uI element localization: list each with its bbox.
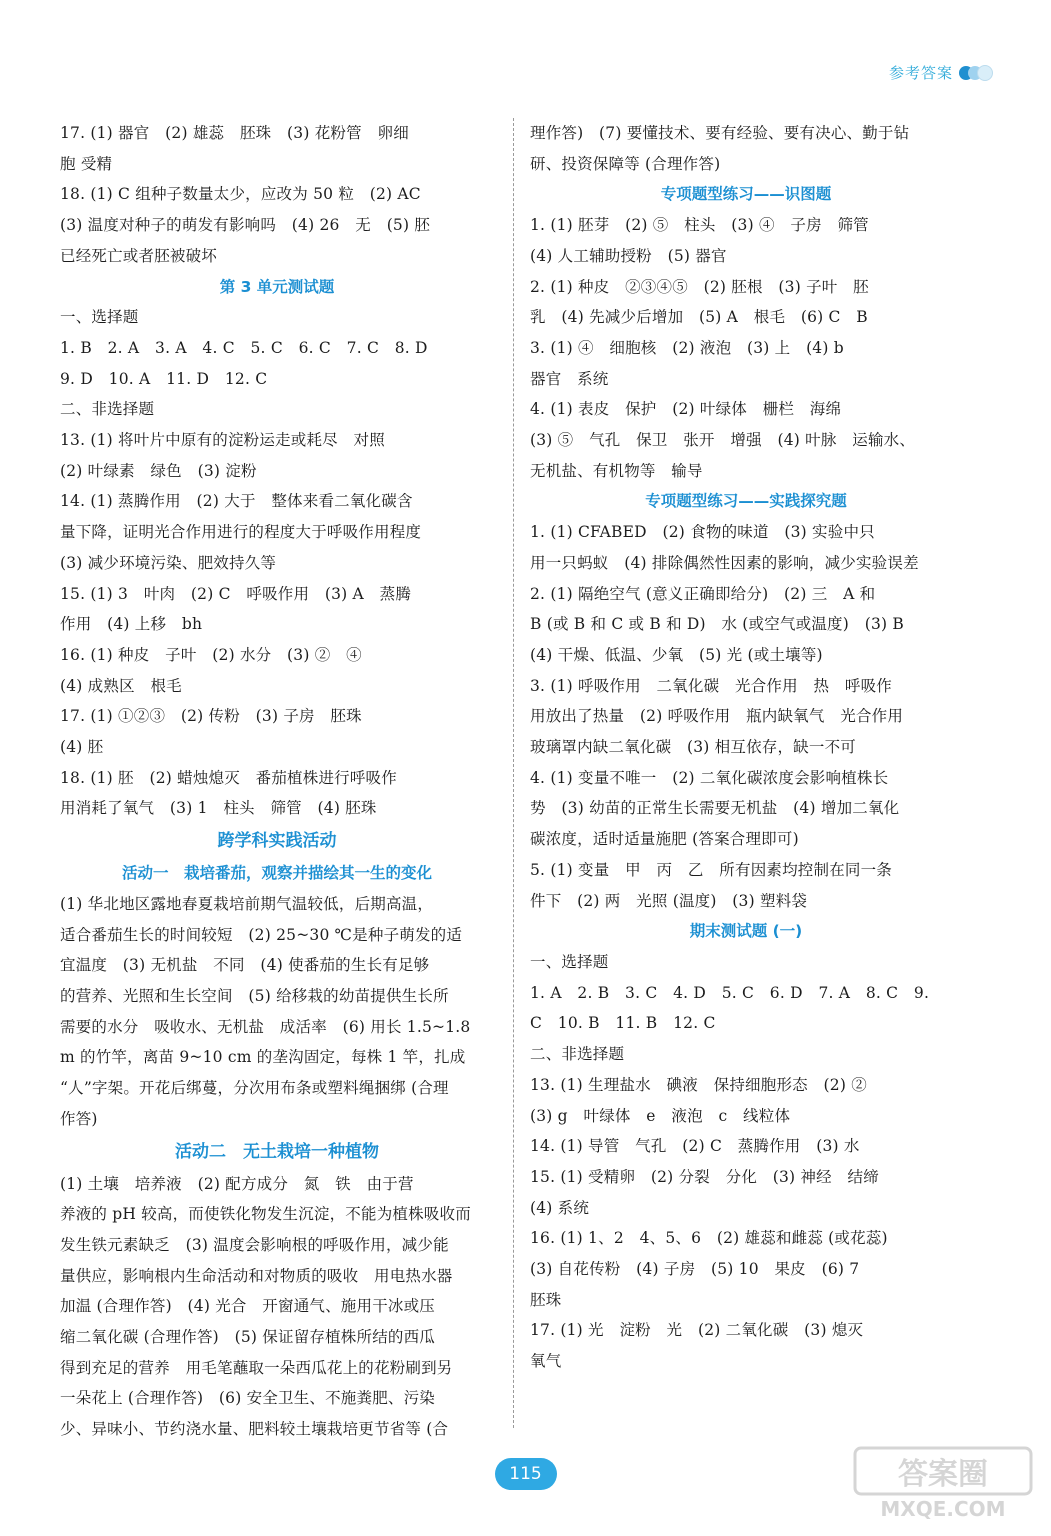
answer-line: (3) 温度对种子的萌发有影响吗 (4) 26 无 (5) 胚 <box>60 216 431 235</box>
watermark-subtext: MXQE.COM <box>880 1497 1006 1521</box>
section-heading: 专项题型练习——识图题 <box>660 185 832 204</box>
answer-line: 量供应，影响根内生命活动和对物质的吸收 用电热水器 <box>60 1266 453 1285</box>
section-heading: 活动一 栽培番茄，观察并描绘其一生的变化 <box>121 864 432 883</box>
answer-line: 16. (1) 1、2 4、5、6 (2) 雄蕊和雌蕊 (或花蕊) <box>530 1229 888 1248</box>
answer-line: 16. (1) 种皮 子叶 (2) 水分 (3) ② ④ <box>60 645 362 664</box>
header-tag <box>889 62 993 83</box>
answer-line: (4) 成熟区 根毛 <box>60 676 182 695</box>
answer-line: 3. (1) 呼吸作用 二氧化碳 光合作用 热 呼吸作 <box>530 676 892 695</box>
answer-line: 1. (1) CFABED (2) 食物的味道 (3) 实验中只 <box>530 523 875 542</box>
answer-line: (4) 干燥、低温、少氧 (5) 光 (或土壤等) <box>530 645 823 664</box>
answer-line: (1) 土壤 培养液 (2) 配方成分 氮 铁 由于营 <box>60 1174 414 1193</box>
answer-line: (4) 系统 <box>530 1198 590 1217</box>
answer-line: (3) g 叶绿体 e 液泡 c 线粒体 <box>530 1106 791 1125</box>
answer-line: 17. (1) ①②③ (2) 传粉 (3) 子房 胚珠 <box>60 707 362 726</box>
answer-line: 胚珠 <box>530 1290 562 1309</box>
answer-line: 2. (1) 隔绝空气 (意义正确即给分) (2) 三 A 和 <box>530 584 876 603</box>
answer-line: 已经死亡或者胚被破坏 <box>60 246 218 265</box>
answer-line: 件下 (2) 两 光照 (温度) (3) 塑料袋 <box>530 891 808 910</box>
answer-line: 需要的水分 吸收水、无机盐 成活率 (6) 用长 1.5~1.8 <box>60 1017 471 1036</box>
answer-line: 4. (1) 表皮 保护 (2) 叶绿体 栅栏 海绵 <box>530 400 842 419</box>
section-heading: 专项题型练习——实践探究题 <box>645 492 847 511</box>
watermark-logo-icon <box>853 1444 1033 1522</box>
answer-line: 5. (1) 变量 甲 丙 乙 所有因素均控制在同一条 <box>530 860 892 879</box>
answer-line: 17. (1) 器官 (2) 雄蕊 胚珠 (3) 花粉管 卵细 <box>60 124 409 142</box>
answer-line: 势 (3) 幼苗的正常生长需要无机盐 (4) 增加二氧化 <box>530 799 900 818</box>
answer-line: 18. (1) C 组种子数量太少，应改为 50 粒 (2) AC <box>60 185 421 204</box>
answer-line: 一、选择题 <box>60 308 139 327</box>
answer-line: 研、投资保障等 (合理作答) <box>530 154 721 173</box>
answer-line: 发生铁元素缺乏 (3) 温度会影响根的呼吸作用，减少能 <box>60 1235 449 1254</box>
watermark-text: 答案圈 <box>898 1457 988 1492</box>
answer-line: (4) 胚 <box>60 738 104 757</box>
answer-line: 作用 (4) 上移 bh <box>60 615 203 634</box>
answer-line: 15. (1) 3 叶肉 (2) C 呼吸作用 (3) A 蒸腾 <box>60 584 412 603</box>
answer-line: 加温 (合理作答) (4) 光合 开窗通气、施用干冰或压 <box>60 1297 436 1316</box>
answer-line: (4) 人工辅助授粉 (5) 器官 <box>530 246 727 265</box>
answer-line: 15. (1) 受精卵 (2) 分裂 分化 (3) 神经 结缔 <box>530 1167 879 1186</box>
answer-line: 氧气 <box>530 1352 562 1371</box>
answer-line: 的营养、光照和生长空间 (5) 给移栽的幼苗提供生长所 <box>60 986 449 1005</box>
answer-line: B (或 B 和 C 或 B 和 D) 水 (或空气或温度) (3) B <box>530 615 904 634</box>
answer-line: 胞 受精 <box>60 154 113 173</box>
right-column <box>530 118 962 1377</box>
answer-line: “人”字架。开花后绑蔓，分次用布条或塑料绳捆绑 (合理 <box>60 1079 449 1098</box>
answer-line: 1. B 2. A 3. A 4. C 5. C 6. C 7. C 8. D <box>60 338 428 357</box>
section-heading: 期末测试题 (一) <box>689 922 803 941</box>
answer-line: 一朵花上 (合理作答) (6) 安全卫生、不施粪肥、污染 <box>60 1389 436 1408</box>
answer-line: 作答) <box>60 1109 98 1128</box>
answer-line: 一、选择题 <box>530 952 609 971</box>
answer-line: 量下降，证明光合作用进行的程度大于呼吸作用程度 <box>60 523 422 542</box>
answer-line: 二、非选择题 <box>60 400 155 419</box>
answer-line: 玻璃罩内缺二氧化碳 (3) 相互依存，缺一不可 <box>530 738 856 757</box>
answer-line: 14. (1) 导管 气孔 (2) C 蒸腾作用 (3) 水 <box>530 1137 860 1156</box>
answer-line: 用消耗了氧气 (3) 1 柱头 筛管 (4) 胚珠 <box>60 799 377 818</box>
answer-line: 2. (1) 种皮 ②③④⑤ (2) 胚根 (3) 子叶 胚 <box>530 277 869 296</box>
answer-line: 4. (1) 变量不唯一 (2) 二氧化碳浓度会影响植株长 <box>530 768 889 787</box>
header-dots-icon <box>959 65 993 81</box>
answer-line: 理作答) (7) 要懂技术、要有经验、要有决心、勤于钻 <box>530 124 910 142</box>
page-number: 115 <box>509 1464 542 1484</box>
answer-line: 缩二氧化碳 (合理作答) (5) 保证留存植株所结的西瓜 <box>60 1328 436 1347</box>
answer-line: (3) ⑤ 气孔 保卫 张开 增强 (4) 叶脉 运输水、 <box>530 431 916 450</box>
answer-line: 13. (1) 生理盐水 碘液 保持细胞形态 (2) ② <box>530 1075 867 1094</box>
answer-line: 得到充足的营养 用毛笔蘸取一朵西瓜花上的花粉刷到另 <box>60 1358 453 1377</box>
column-divider <box>513 118 514 1428</box>
answer-line: 17. (1) 光 淀粉 光 (2) 二氧化碳 (3) 熄灭 <box>530 1321 864 1340</box>
answer-line: 1. A 2. B 3. C 4. D 5. C 6. D 7. A 8. C 9. <box>530 983 930 1002</box>
answer-line: 器官 系统 <box>530 369 609 388</box>
answer-line: 乳 (4) 先减少后增加 (5) A 根毛 (6) C B <box>530 308 868 327</box>
answer-line: 用一只蚂蚁 (4) 排除偶然性因素的影响，减少实验误差 <box>530 553 919 572</box>
answer-line: (2) 叶绿素 绿色 (3) 淀粉 <box>60 461 257 480</box>
left-column <box>60 118 494 1445</box>
answer-line: 18. (1) 胚 (2) 蜡烛熄灭 番茄植株进行呼吸作 <box>60 768 397 787</box>
answer-line: (3) 自花传粉 (4) 子房 (5) 10 果皮 (6) 7 <box>530 1260 860 1279</box>
answer-line: 碳浓度，适时适量施肥 (答案合理即可) <box>530 830 799 849</box>
header-label: 参考答案 <box>888 64 953 82</box>
answer-line: 宜温度 (3) 无机盐 不同 (4) 使番茄的生长有足够 <box>60 956 430 975</box>
answer-line: 少、异味小、节约浇水量、肥料较土壤栽培更节省等 (合 <box>60 1420 449 1439</box>
answer-line: 适合番茄生长的时间较短 (2) 25~30 ℃是种子萌发的适 <box>60 925 463 944</box>
answer-line: C 10. B 11. B 12. C <box>530 1014 716 1033</box>
answer-line: m 的竹竿，离苗 9~10 cm 的垄沟固定，每株 1 竿，扎成 <box>60 1048 466 1067</box>
page-number-badge <box>495 1458 557 1490</box>
answer-line: 1. (1) 胚芽 (2) ⑤ 柱头 (3) ④ 子房 筛管 <box>530 216 869 235</box>
answer-line: 3. (1) ④ 细胞核 (2) 液泡 (3) 上 (4) b <box>530 338 844 357</box>
section-heading: 跨学科实践活动 <box>217 831 337 852</box>
answer-line: (1) 华北地区露地春夏栽培前期气温较低，后期高温， <box>60 894 434 913</box>
section-heading: 活动二 无土栽培一种植物 <box>175 1141 379 1162</box>
answer-line: 13. (1) 将叶片中原有的淀粉运走或耗尽 对照 <box>60 431 385 450</box>
answer-line: 二、非选择题 <box>530 1045 625 1064</box>
answer-line: 用放出了热量 (2) 呼吸作用 瓶内缺氧气 光合作用 <box>530 707 904 726</box>
answer-line: 14. (1) 蒸腾作用 (2) 大于 整体来看二氧化碳含 <box>60 492 413 511</box>
section-heading: 第 3 单元测试题 <box>219 277 335 296</box>
answer-line: 养液的 pH 较高，而使铁化物发生沉淀，不能为植株吸收而 <box>60 1205 471 1224</box>
answer-line: 无机盐、有机物等 输导 <box>530 461 703 480</box>
answer-line: (3) 减少环境污染、肥效持久等 <box>60 553 277 572</box>
answer-line: 9. D 10. A 11. D 12. C <box>60 369 268 388</box>
